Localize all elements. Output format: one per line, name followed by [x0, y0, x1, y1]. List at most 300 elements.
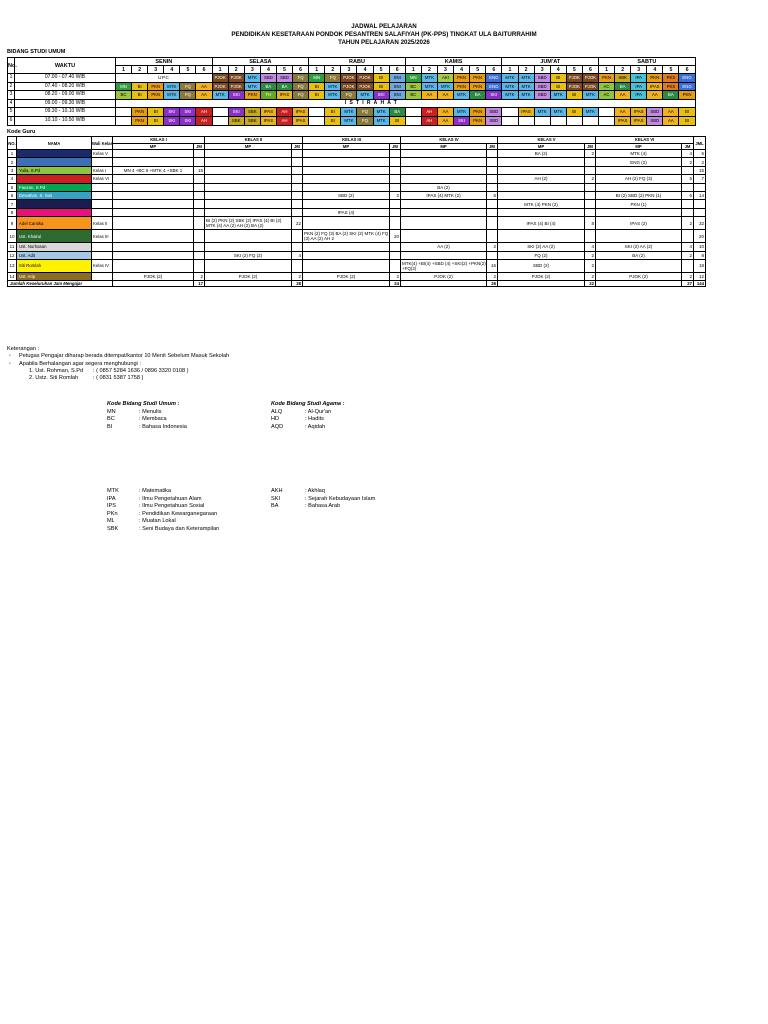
jm-cell — [194, 158, 205, 166]
mp-cell: AH (2) — [498, 175, 585, 183]
mp-cell: BA (2) — [596, 251, 682, 259]
period-5-4: 4 — [550, 66, 566, 74]
row-time: 10.10 - 10.50 WIB — [15, 116, 116, 125]
row-no: 3 — [8, 91, 15, 100]
schedule-cell — [582, 116, 598, 125]
code-desc: : Bahasa Arab — [305, 503, 341, 510]
schedule-row — [8, 116, 696, 125]
period-1-1: 1 — [116, 66, 132, 74]
schedule-cell: SNI — [389, 82, 405, 91]
schedule-cell: PKN — [599, 74, 615, 83]
schedule-cell: AH — [196, 116, 212, 125]
schedule-cell: IPAS — [631, 108, 647, 117]
period-3-1: 1 — [309, 66, 325, 74]
sub-mp: MP — [596, 143, 682, 150]
mp-cell — [113, 251, 194, 259]
schedule-cell: PKN — [454, 82, 470, 91]
jml-cell: 14 — [694, 191, 706, 199]
period-6-3: 3 — [631, 66, 647, 74]
schedule-cell: PKN — [148, 91, 164, 100]
mp-cell: MTK(4) +BI(4) +SBD (4) +SKI(2) +PKN(2) +FQ(2) — [402, 260, 486, 271]
code-row — [271, 488, 375, 496]
teacher-no: 11 — [8, 243, 17, 251]
schedule-cell: AC — [599, 91, 615, 100]
code-key: ML — [107, 518, 115, 525]
schedule-cell: MTK — [437, 82, 453, 91]
schedule-cell: FQ — [293, 91, 309, 100]
code-row — [271, 424, 344, 432]
row-no: 6 — [8, 116, 15, 125]
mp-cell — [205, 166, 292, 174]
period-3-5: 5 — [373, 66, 389, 74]
codes-agama-title: Kode Bidang Studi Agama : — [271, 401, 345, 407]
jm-cell: 2 — [194, 272, 205, 280]
row-time: 09.00 - 09.30 WIB — [15, 99, 116, 108]
period-6-6: 6 — [679, 66, 695, 74]
doc-title: JADWAL PELAJARAN — [351, 23, 417, 30]
schedule-cell: PKN — [470, 116, 486, 125]
schedule-cell: TH — [260, 91, 276, 100]
mp-cell — [303, 200, 390, 208]
schedule-cell — [116, 116, 132, 125]
teacher-table — [7, 136, 706, 287]
mp-cell — [596, 183, 682, 191]
mp-cell — [113, 191, 194, 199]
mp-cell — [498, 191, 585, 199]
jm-cell: 2 — [390, 191, 401, 199]
jml-cell: 8 — [694, 251, 706, 259]
row-time: 08.20 - 09.00 WIB — [15, 91, 116, 100]
schedule-cell: MTK — [164, 91, 180, 100]
code-desc: : Seni Budaya dan Keterampilan — [139, 525, 220, 532]
schedule-row — [8, 82, 696, 91]
schedule-cell: AA — [437, 91, 453, 100]
jm-cell: 6 — [682, 191, 694, 199]
teacher-no: 4 — [8, 175, 17, 183]
teacher-name: Ust. Nurhasan — [17, 243, 92, 251]
mp-cell — [113, 183, 194, 191]
jm-cell — [390, 183, 401, 191]
contact-1-name: 1. Ust. Rohman, S.Pd — [29, 367, 84, 374]
schedule-cell: BA — [470, 91, 486, 100]
schedule-cell: BI — [679, 108, 695, 117]
jml-cell — [694, 183, 706, 191]
jm-cell — [292, 158, 303, 166]
schedule-cell — [599, 116, 615, 125]
mp-cell — [596, 166, 682, 174]
code-desc: : Ilmu Pengetahuan Alam — [139, 495, 202, 502]
mp-cell — [498, 183, 585, 191]
jml-cell: 6 — [694, 150, 706, 158]
schedule-cell: MTK — [325, 82, 341, 91]
jm-cell: 2 — [390, 272, 401, 280]
jm-cell — [585, 200, 596, 208]
schedule-cell: MTK — [454, 91, 470, 100]
schedule-cell: PKN — [132, 116, 148, 125]
teacher-row — [8, 166, 706, 174]
schedule-cell: MTK — [454, 108, 470, 117]
schedule-cell: SBD — [534, 91, 550, 100]
teacher-name — [17, 150, 92, 158]
teacher-no: 8 — [8, 208, 17, 216]
code-desc: : Al-Qur'an — [305, 408, 332, 415]
schedule-cell: BI — [566, 91, 582, 100]
mp-cell — [498, 208, 585, 216]
schedule-cell: BI — [679, 116, 695, 125]
jm-cell — [292, 150, 303, 158]
jml-cell: 2 — [694, 158, 706, 166]
jm-cell — [292, 208, 303, 216]
mp-cell — [401, 208, 487, 216]
schedule-cell: IPAS — [518, 108, 534, 117]
period-5-6: 6 — [582, 66, 598, 74]
schedule-cell: AA — [663, 108, 679, 117]
mp-cell — [205, 150, 292, 158]
class-3-header: KELAS III — [303, 137, 401, 144]
schedule-cell: AA — [615, 91, 631, 100]
schedule-cell: MTK — [502, 82, 518, 91]
mp-cell — [596, 259, 682, 272]
schedule-cell: PJOK — [212, 82, 228, 91]
schedule-cell: MTK — [534, 108, 550, 117]
schedule-cell: SBK — [244, 108, 260, 117]
period-6-4: 4 — [647, 66, 663, 74]
jm-cell: 2 — [585, 272, 596, 280]
schedule-cell: MTK — [502, 91, 518, 100]
mp-cell — [401, 150, 487, 158]
jml-cell: 18 — [694, 259, 706, 272]
teacher-wali — [92, 183, 113, 191]
teacher-name: Siti Romlah — [17, 259, 92, 272]
code-desc: : Akhlaq — [305, 488, 325, 494]
schedule-cell: PKN — [470, 82, 486, 91]
teacher-wali — [92, 272, 113, 280]
teacher-no: 2 — [8, 158, 17, 166]
jml-cell: 32 — [694, 217, 706, 230]
mp-cell: PJOK (2) — [498, 272, 585, 280]
teacher-wali: Kelas I — [92, 166, 113, 174]
mp-cell — [205, 200, 292, 208]
jm-cell: 2 — [585, 259, 596, 272]
sub-jm: JM — [487, 143, 498, 150]
schedule-cell: BI — [148, 116, 164, 125]
code-desc: : Hadits — [305, 416, 324, 423]
period-2-5: 5 — [276, 66, 292, 74]
schedule-cell: AA — [437, 116, 453, 125]
mp-cell: SKI (2) FQ (2) — [205, 251, 292, 259]
jm-cell: 22 — [292, 217, 303, 230]
schedule-cell: PJOK — [566, 74, 582, 83]
schedule-cell: MTK — [357, 91, 373, 100]
mp-cell — [113, 243, 194, 251]
mp-cell: SBD (2) — [498, 259, 585, 272]
schedule-cell: IPAS — [615, 116, 631, 125]
schedule-cell — [599, 108, 615, 117]
mp-cell — [205, 158, 292, 166]
code-key: ALQ — [271, 408, 283, 415]
period-4-2: 2 — [421, 66, 437, 74]
schedule-cell: AA — [437, 108, 453, 117]
break-pad — [502, 99, 695, 108]
total-mp-blank — [498, 281, 585, 287]
code-row — [107, 409, 187, 417]
schedule-cell: BI — [550, 82, 566, 91]
mp-cell — [205, 183, 292, 191]
schedule-cell: SBD — [486, 108, 502, 117]
mp-cell: PJOK (2) — [596, 272, 682, 280]
col-no-guru: NO. — [8, 137, 17, 150]
sub-mp: MP — [401, 143, 487, 150]
jm-cell: 2 — [682, 251, 694, 259]
jm-cell — [292, 175, 303, 183]
jm-cell — [292, 243, 303, 251]
mp-cell: SBD (2) — [303, 191, 390, 199]
mp-cell — [113, 175, 194, 183]
schedule-cell — [405, 108, 421, 117]
schedule-cell: IPA — [631, 74, 647, 83]
teacher-name: Ust. Arip — [17, 272, 92, 280]
schedule-cell: AA — [196, 91, 212, 100]
schedule-cell: MTK — [550, 91, 566, 100]
jm-cell — [682, 259, 694, 272]
jm-cell — [487, 175, 498, 183]
jm-cell — [194, 243, 205, 251]
teacher-name: Dewahan, S. Sos — [17, 191, 92, 199]
code-key: AQD — [271, 423, 284, 430]
total-row — [8, 281, 706, 287]
jml-cell: 10 — [694, 243, 706, 251]
schedule-cell: MTK — [582, 108, 598, 117]
schedule-cell — [502, 116, 518, 125]
mp-cell — [401, 251, 487, 259]
code-key: IPA — [107, 495, 116, 502]
code-desc: : Menulis — [139, 408, 162, 415]
period-3-2: 2 — [325, 66, 341, 74]
code-row — [107, 424, 187, 432]
schedule-cell: PKS — [663, 74, 679, 83]
schedule-cell: IPAS — [260, 108, 276, 117]
mp-cell: BA (2) — [401, 183, 487, 191]
sub-jm: JM — [194, 143, 205, 150]
jml-cell: 15 — [694, 166, 706, 174]
mp-cell — [498, 166, 585, 174]
period-3-4: 4 — [357, 66, 373, 74]
period-2-2: 2 — [228, 66, 244, 74]
schedule-cell: BI — [132, 82, 148, 91]
jm-cell: 4 — [682, 150, 694, 158]
jm-cell — [292, 166, 303, 174]
teacher-row — [8, 272, 706, 280]
schedule-cell: MTK — [502, 74, 518, 83]
col-waktu: WAKTU — [15, 58, 116, 74]
schedule-cell: PKN — [647, 74, 663, 83]
teacher-wali: Kelas IV — [92, 259, 113, 272]
jml-cell — [694, 208, 706, 216]
jm-cell — [292, 259, 303, 272]
schedule-cell: BI — [373, 82, 389, 91]
schedule-cell: MTK — [550, 108, 566, 117]
schedule-cell: MTK — [164, 82, 180, 91]
jm-cell: 2 — [487, 243, 498, 251]
schedule-table — [7, 57, 696, 126]
teacher-row — [8, 208, 706, 216]
total-jm: 24 — [390, 281, 401, 287]
schedule-cell: BI — [566, 108, 582, 117]
schedule-cell: PKN — [148, 82, 164, 91]
row-no: 5 — [8, 108, 15, 117]
schedule-cell: AA — [615, 108, 631, 117]
jm-cell — [487, 158, 498, 166]
col-jml-blank: JML — [694, 137, 706, 150]
jm-cell — [585, 208, 596, 216]
schedule-cell: BA — [276, 82, 292, 91]
schedule-cell: MTK — [341, 116, 357, 125]
schedule-row — [8, 91, 696, 100]
schedule-cell: FQ — [293, 82, 309, 91]
teacher-no: 6 — [8, 191, 17, 199]
jm-cell: 16 — [487, 259, 498, 272]
teacher-row — [8, 183, 706, 191]
class-6-header: KELAS VI — [596, 137, 694, 144]
teacher-row — [8, 175, 706, 183]
schedule-cell: BI — [309, 91, 325, 100]
schedule-cell: MTK — [421, 74, 437, 83]
schedule-cell: PJOK — [582, 74, 598, 83]
day-kamis: KAMIS — [405, 58, 502, 66]
jm-cell — [292, 183, 303, 191]
code-row — [107, 503, 219, 511]
mp-cell: PJOK (2) — [401, 272, 487, 280]
jm-cell — [682, 166, 694, 174]
jm-cell — [292, 191, 303, 199]
teacher-no: 9 — [8, 217, 17, 230]
col-nama: NAMA — [17, 137, 92, 150]
jm-cell — [390, 208, 401, 216]
schedule-cell: SBK — [228, 116, 244, 125]
sub-jm: JM — [390, 143, 401, 150]
teacher-row — [8, 259, 706, 272]
schedule-cell: MTK — [244, 82, 260, 91]
jm-cell — [682, 208, 694, 216]
schedule-cell — [518, 116, 534, 125]
schedule-cell: BA — [663, 91, 679, 100]
schedule-cell: ENG — [486, 82, 502, 91]
jm-cell — [585, 191, 596, 199]
teacher-no: 1 — [8, 150, 17, 158]
code-key: MTK — [107, 488, 119, 494]
total-mp-blank — [596, 281, 682, 287]
total-jm: 17 — [194, 281, 205, 287]
schedule-cell: IPAS — [293, 108, 309, 117]
mp-cell — [401, 175, 487, 183]
mp-cell — [205, 259, 292, 272]
day-rabu: RABU — [309, 58, 406, 66]
teacher-name — [17, 175, 92, 183]
row-no: 1 — [8, 74, 15, 83]
schedule-cell: PJOK — [228, 74, 244, 83]
teacher-row — [8, 243, 706, 251]
code-row — [271, 409, 344, 417]
period-4-3: 3 — [437, 66, 453, 74]
jm-cell — [390, 166, 401, 174]
total-mp-blank — [205, 281, 292, 287]
teacher-row — [8, 150, 706, 158]
schedule-cell: SBD — [647, 116, 663, 125]
total-jm: 22 — [585, 281, 596, 287]
jm-cell — [292, 200, 303, 208]
sub-mp: MP — [113, 143, 194, 150]
section-label-umum: BIDANG STUDI UMUM — [7, 49, 66, 55]
period-6-2: 2 — [615, 66, 631, 74]
jm-cell — [487, 166, 498, 174]
total-mp-blank — [303, 281, 390, 287]
mp-cell — [303, 166, 390, 174]
period-5-1: 1 — [502, 66, 518, 74]
schedule-cell — [566, 116, 582, 125]
schedule-cell: ENG — [486, 74, 502, 83]
jml-cell — [694, 200, 706, 208]
period-5-5: 5 — [566, 66, 582, 74]
mp-cell: BA (2) — [498, 150, 585, 158]
schedule-cell — [212, 116, 228, 125]
schedule-cell: FQ — [293, 74, 309, 83]
schedule-cell: FQ — [341, 91, 357, 100]
schedule-cell: PJOK — [566, 82, 582, 91]
jm-cell — [487, 230, 498, 243]
teacher-wali: Kelas VI — [92, 175, 113, 183]
period-1-6: 6 — [196, 66, 212, 74]
schedule-cell: PKN — [679, 91, 695, 100]
schedule-cell: IPAS — [276, 91, 292, 100]
schedule-row — [8, 99, 696, 108]
mp-cell: IPAS (4) MTK (2) — [401, 191, 487, 199]
codes-agama-2 — [271, 488, 375, 511]
schedule-cell: BA — [389, 108, 405, 117]
schedule-cell: BI — [550, 74, 566, 83]
schedule-cell: BA — [260, 82, 276, 91]
teacher-name — [17, 200, 92, 208]
total-jm: 28 — [292, 281, 303, 287]
jm-cell — [194, 208, 205, 216]
schedule-cell: BC — [405, 91, 421, 100]
mp-cell — [498, 230, 585, 243]
code-desc: : Membaca — [139, 416, 167, 423]
mp-cell: SKI (2) AA (2) — [498, 243, 585, 251]
mp-cell — [205, 191, 292, 199]
mp-cell: MN 4 +BC 6 +MTK 4 +SBK 1 — [113, 166, 194, 174]
senin-upacara: UPC — [116, 74, 213, 83]
jm-cell: 4 — [292, 251, 303, 259]
schedule-cell: MTK — [373, 108, 389, 117]
teacher-row — [8, 158, 706, 166]
schedule-cell: PJOK — [212, 74, 228, 83]
teacher-no: 13 — [8, 259, 17, 272]
jm-cell — [390, 175, 401, 183]
schedule-cell — [309, 108, 325, 117]
class-2-header: KELAS II — [205, 137, 303, 144]
jm-cell — [487, 217, 498, 230]
row-time: 09.30 - 10.10 WIB — [15, 108, 116, 117]
total-mp-blank — [401, 281, 487, 287]
schedule-cell — [212, 108, 228, 117]
jm-cell: 2 — [487, 272, 498, 280]
day-sabtu: SABTU — [599, 58, 696, 66]
schedule-cell: MTK — [212, 91, 228, 100]
schedule-cell: SBD — [260, 74, 276, 83]
code-key: HD — [271, 416, 280, 423]
schedule-cell: PJOK — [357, 74, 373, 83]
schedule-cell: MTK — [582, 91, 598, 100]
